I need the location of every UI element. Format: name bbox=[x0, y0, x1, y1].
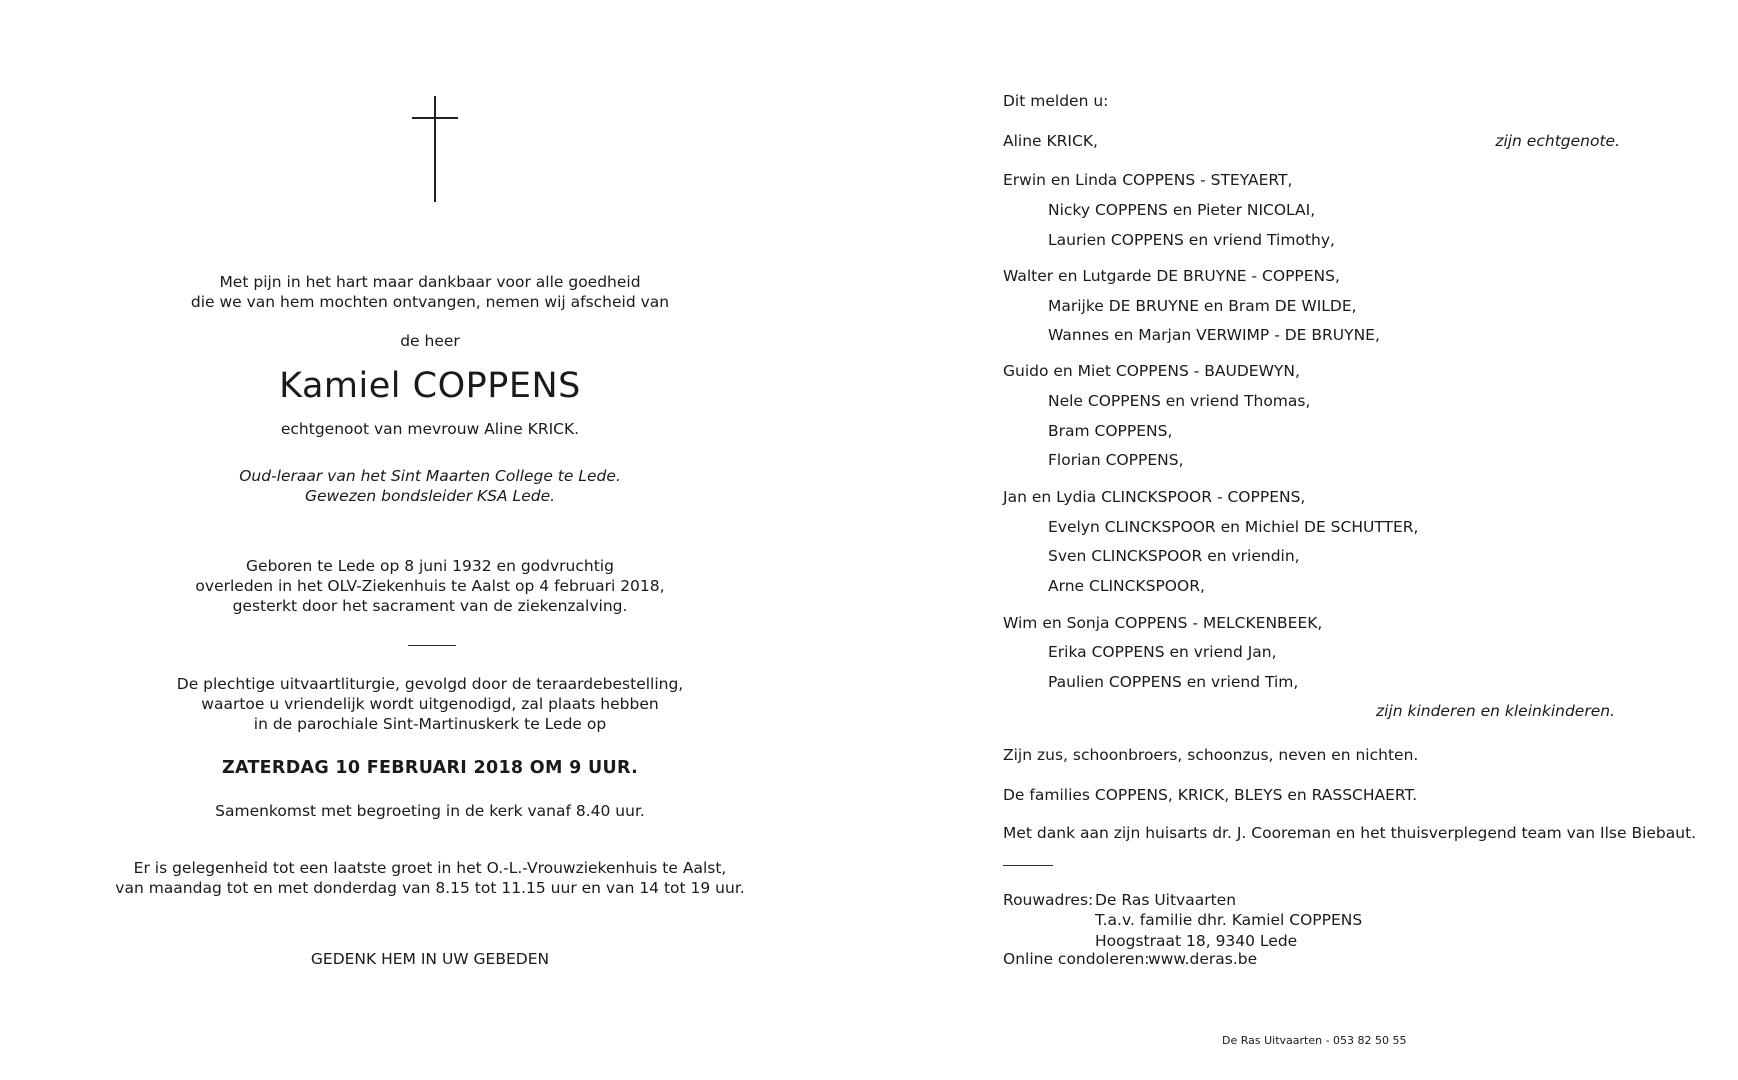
family-names-text: De families COPPENS, KRICK, BLEYS en RASSCHAERT. bbox=[1003, 786, 1418, 804]
gathering-text: Samenkomst met begroeting in de kerk vanaf 8.40 uur. bbox=[215, 802, 645, 820]
family-member: Florian COPPENS, bbox=[1048, 451, 1184, 469]
family-head: Erwin en Linda COPPENS - STEYAERT, bbox=[1003, 171, 1293, 189]
wife-name: Aline KRICK, bbox=[1003, 132, 1098, 150]
address-label: Rouwadres: bbox=[1003, 891, 1094, 909]
thanks-text: Met dank aan zijn huisarts dr. J. Cooreman en het thuisverplegend team van Ilse Biebaut. bbox=[1003, 824, 1697, 842]
birth-death-text bbox=[110, 556, 750, 616]
address-line: Hoogstraat 18, 9340 Lede bbox=[1095, 932, 1298, 950]
family-member: Evelyn CLINCKSPOOR en Michiel DE SCHUTTER, bbox=[1048, 518, 1419, 536]
address-line: De Ras Uitvaarten bbox=[1095, 891, 1237, 909]
family-member: Marijke DE BRUYNE en Bram DE WILDE, bbox=[1048, 297, 1357, 315]
wife-role: zijn echtgenote. bbox=[1495, 132, 1620, 150]
online-label: Online condoleren: bbox=[1003, 950, 1150, 968]
family-member: Nele COPPENS en vriend Thomas, bbox=[1048, 392, 1311, 410]
family-member: Paulien COPPENS en vriend Tim, bbox=[1048, 673, 1299, 691]
cross-icon-vertical bbox=[434, 96, 436, 202]
role-line: Oud-leraar van het Sint Maarten College te Lede. bbox=[239, 467, 621, 485]
cross-icon-horizontal bbox=[412, 117, 458, 119]
family-member: Arne CLINCKSPOOR, bbox=[1048, 577, 1205, 595]
funeral-line: De plechtige uitvaartliturgie, gevolgd door de teraardebestelling, bbox=[176, 675, 684, 693]
birth-death-line: Geboren te Lede op 8 juni 1932 en godvruchtig bbox=[246, 557, 614, 575]
footer-text: De Ras Uitvaarten - 053 82 50 55 bbox=[1222, 1034, 1407, 1047]
visitation-line: Er is gelegenheid tot een laatste groet in het O.-L.-Vrouwziekenhuis te Aalst, bbox=[133, 859, 727, 877]
family-member: Sven CLINCKSPOOR en vriendin, bbox=[1048, 547, 1300, 565]
announce-text: Dit melden u: bbox=[1003, 92, 1109, 110]
family-head: Walter en Lutgarde DE BRUYNE - COPPENS, bbox=[1003, 267, 1340, 285]
online-url[interactable]: www.deras.be bbox=[1148, 950, 1258, 968]
family-head: Wim en Sonja COPPENS - MELCKENBEEK, bbox=[1003, 614, 1323, 632]
deceased-name: Kamiel COPPENS bbox=[279, 366, 581, 406]
service-date-wrap bbox=[110, 758, 750, 778]
service-date: ZATERDAG 10 FEBRUARI 2018 OM 9 UUR. bbox=[221, 758, 639, 778]
spouse-line: echtgenoot van mevrouw Aline KRICK. bbox=[280, 420, 580, 438]
family-member: Bram COPPENS, bbox=[1048, 422, 1173, 440]
family-member: Erika COPPENS en vriend Jan, bbox=[1048, 643, 1277, 661]
family-member: Laurien COPPENS en vriend Timothy, bbox=[1048, 231, 1335, 249]
closing-text: GEDENK HEM IN UW GEBEDEN bbox=[310, 950, 550, 968]
visitation-line: van maandag tot en met donderdag van 8.15 tot 11.15 uur en van 14 tot 19 uur. bbox=[115, 879, 745, 897]
birth-death-line: overleden in het OLV-Ziekenhuis te Aalst op 4 februari 2018, bbox=[195, 577, 665, 595]
role-line: Gewezen bondsleider KSA Lede. bbox=[304, 487, 556, 505]
roles-text bbox=[110, 466, 750, 506]
visitation-text bbox=[110, 858, 750, 898]
birth-death-line: gesterkt door het sacrament van de ziekenzalving. bbox=[232, 597, 628, 615]
honorific: de heer bbox=[400, 332, 460, 350]
intro-text bbox=[110, 272, 750, 312]
deceased-name-wrap bbox=[110, 366, 750, 406]
children-role: zijn kinderen en kleinkinderen. bbox=[1375, 702, 1615, 720]
family-member: Nicky COPPENS en Pieter NICOLAI, bbox=[1048, 201, 1316, 219]
separator-line bbox=[1003, 865, 1053, 866]
funeral-line: waartoe u vriendelijk wordt uitgenodigd, zal plaats hebben bbox=[201, 695, 659, 713]
funeral-text bbox=[110, 674, 750, 734]
intro-line: die we van hem mochten ontvangen, nemen wij afscheid van bbox=[190, 293, 670, 311]
separator-line bbox=[408, 645, 456, 646]
intro-line: Met pijn in het hart maar dankbaar voor alle goedheid bbox=[219, 273, 641, 291]
relatives-text: Zijn zus, schoonbroers, schoonzus, neven en nichten. bbox=[1003, 746, 1419, 764]
family-head: Jan en Lydia CLINCKSPOOR - COPPENS, bbox=[1003, 488, 1306, 506]
address-line: T.a.v. familie dhr. Kamiel COPPENS bbox=[1095, 911, 1363, 929]
funeral-line: in de parochiale Sint-Martinuskerk te Lede op bbox=[253, 715, 607, 733]
family-head: Guido en Miet COPPENS - BAUDEWYN, bbox=[1003, 362, 1300, 380]
family-member: Wannes en Marjan VERWIMP - DE BRUYNE, bbox=[1048, 326, 1380, 344]
